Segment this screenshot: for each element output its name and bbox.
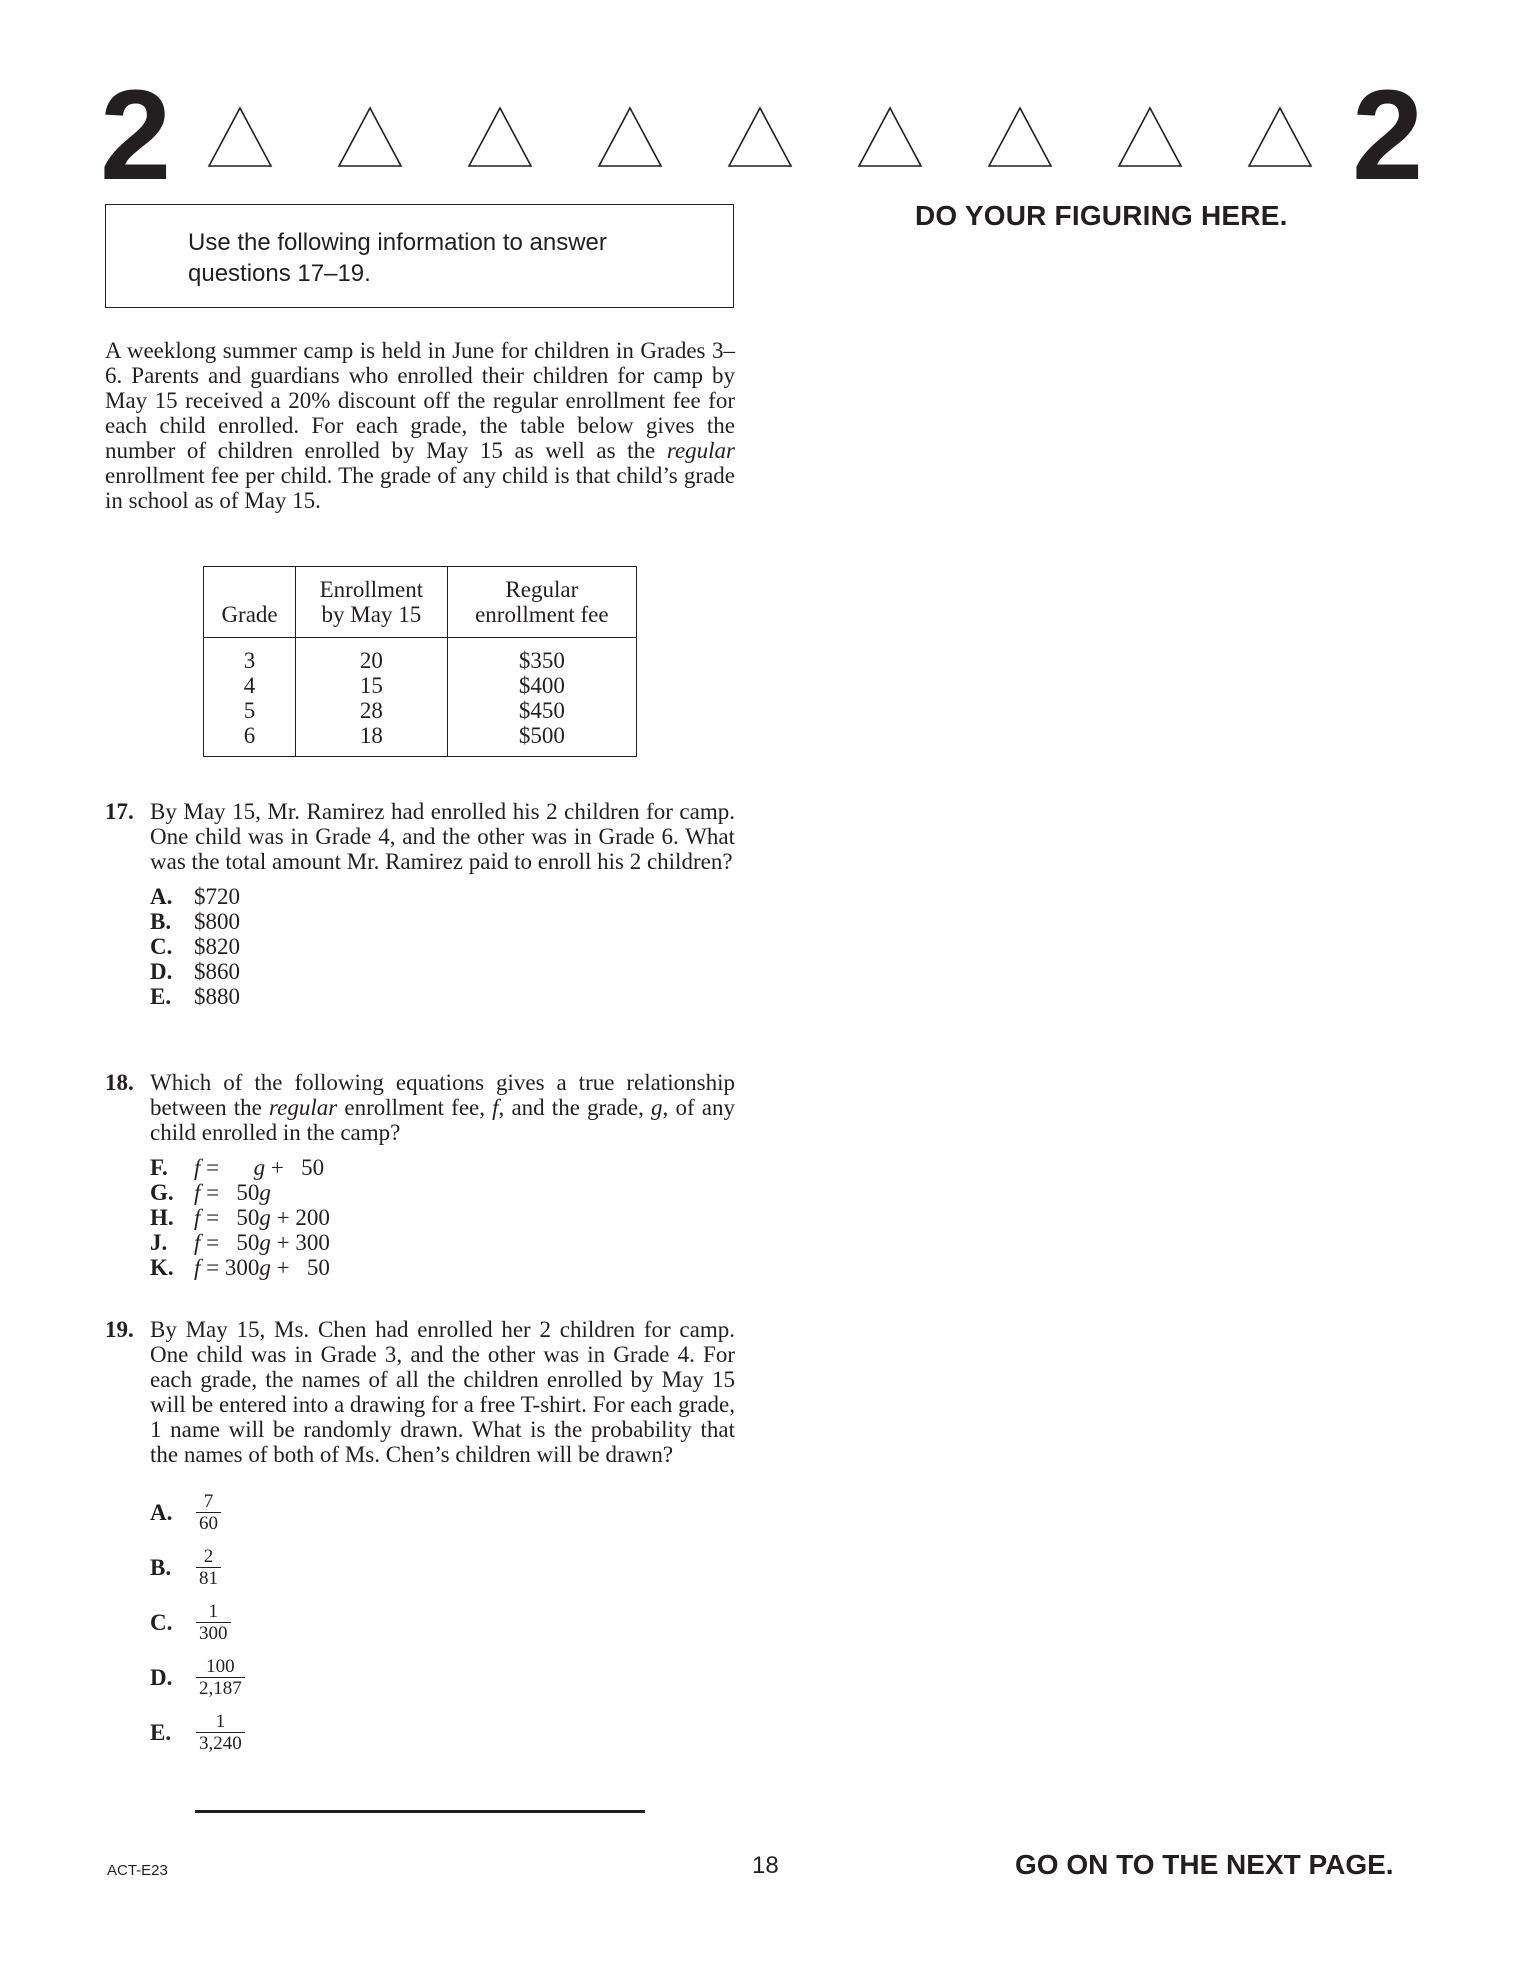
cell-fee: $400 <box>447 673 636 698</box>
choice-a[interactable]: A. $720 <box>150 884 240 909</box>
answer-choices <box>150 1155 735 1280</box>
choice-f[interactable]: F. f = g + 50 <box>150 1155 325 1180</box>
passage-italic: regular <box>666 438 735 463</box>
choice-j[interactable]: J. f = 50g + 300 <box>150 1230 330 1255</box>
choice-e[interactable]: E. $880 <box>150 984 240 1009</box>
fraction: $\frac{2}{81}$ <box>196 1546 221 1589</box>
cell-fee: $500 <box>447 723 636 757</box>
cell-grade: 5 <box>204 698 296 723</box>
header-grade: Grade <box>204 567 296 638</box>
info-line-2: questions 17–19. <box>188 260 371 287</box>
next-page-label: GO ON TO THE NEXT PAGE. <box>1015 1849 1394 1880</box>
fraction: $\frac{1}{3,240}$ <box>196 1711 245 1754</box>
choice-c[interactable]: C. $\frac{1}{300}$ <box>150 1595 735 1650</box>
question-17 <box>105 799 735 1009</box>
fraction: $\frac{100}{2,187}$ <box>196 1656 245 1699</box>
cell-enrollment: 15 <box>296 673 448 698</box>
triangle-icon <box>207 106 273 168</box>
page-number: 18 <box>752 1852 779 1879</box>
table-header-row <box>204 567 637 638</box>
question-number: 17. <box>105 799 134 824</box>
question-text: By May 15, Ms. Chen had enrolled her 2 children for camp. One child was in Grade 3, and the other was in Grade 4. For each grade, the names of all the children enrolled by May 15 will be entered into a drawing for a free T-shirt. For each grade, 1 name will be randomly drawn. What is the probability that the names of both of Ms. Chen’s children will be drawn? <box>150 1317 736 1467</box>
question-number: 19. <box>105 1317 134 1342</box>
choice-c[interactable]: C. $820 <box>150 934 240 959</box>
question-text: By May 15, Mr. Ramirez had enrolled his 2 children for camp. One child was in Grade 4, and the other was in Grade 6. What was the total amount Mr. Ramirez paid to enroll his 2 children? <box>150 799 735 874</box>
triangle-icon <box>1247 106 1313 168</box>
fraction: $\frac{1}{300}$ <box>196 1601 231 1644</box>
answer-choices <box>150 1485 735 1760</box>
triangle-icon <box>727 106 793 168</box>
question-18 <box>105 1070 735 1280</box>
question-number: 18. <box>105 1070 134 1095</box>
choice-b[interactable]: B. $\frac{2}{81}$ <box>150 1540 735 1595</box>
fraction: $\frac{7}{60}$ <box>196 1491 221 1534</box>
triangle-row <box>200 106 1330 176</box>
info-box <box>105 204 734 308</box>
choice-e[interactable]: E. $\frac{1}{3,240}$ <box>150 1705 735 1760</box>
info-box-text <box>188 227 708 289</box>
table-row <box>204 698 637 723</box>
table-row <box>204 673 637 698</box>
choice-k[interactable]: K. f = 300g + 50 <box>150 1255 330 1280</box>
info-line-1: Use the following information to answer <box>188 229 607 256</box>
table-row <box>204 723 637 757</box>
passage <box>105 338 735 513</box>
choice-a[interactable]: A. $\frac{7}{60}$ <box>150 1485 735 1540</box>
cell-fee: $450 <box>447 698 636 723</box>
question-text: Which of the following equations gives a true relationship between the regular enrollment fee, f, and the grade, g, of any child enrolled in the camp? <box>150 1070 735 1145</box>
header-enrollment: Enrollment by May 15 <box>296 567 448 638</box>
cell-enrollment: 18 <box>296 723 448 757</box>
choice-b[interactable]: B. $800 <box>150 909 240 934</box>
enrollment-table <box>203 566 637 757</box>
section-number-left: 2 <box>100 64 172 207</box>
header-fee: Regular enrollment fee <box>447 567 636 638</box>
footer-code: ACT-E23 <box>107 1862 168 1879</box>
end-rule <box>195 1810 645 1813</box>
table-row <box>204 638 637 674</box>
triangle-icon <box>597 106 663 168</box>
choice-h[interactable]: H. f = 50g + 200 <box>150 1205 330 1230</box>
triangle-icon <box>857 106 923 168</box>
cell-enrollment: 20 <box>296 638 448 674</box>
figuring-label: DO YOUR FIGURING HERE. <box>915 200 1288 231</box>
choice-d[interactable]: D. $\frac{100}{2,187}$ <box>150 1650 735 1705</box>
passage-text-1: A weeklong summer camp is held in June for children in Grades 3–6. Parents and guardians who enrolled their children for camp by May 15 received a 20% discount off the regular enrollment fee for each child enrolled. For each grade, the table below gives the number of children enrolled by May 15 as well as the <box>105 338 735 463</box>
question-19 <box>105 1317 735 1760</box>
triangle-icon <box>337 106 403 168</box>
cell-grade: 6 <box>204 723 296 757</box>
cell-fee: $350 <box>447 638 636 674</box>
section-number-right: 2 <box>1352 64 1424 207</box>
cell-enrollment: 28 <box>296 698 448 723</box>
triangle-icon <box>467 106 533 168</box>
triangle-icon <box>987 106 1053 168</box>
choice-d[interactable]: D. $860 <box>150 959 240 984</box>
answer-choices <box>150 884 735 1009</box>
triangle-icon <box>1117 106 1183 168</box>
passage-text-2: enrollment fee per child. The grade of any child is that child’s grade in school as of May 15. <box>105 463 735 513</box>
cell-grade: 3 <box>204 638 296 674</box>
choice-g[interactable]: G. f = 50g <box>150 1180 271 1205</box>
cell-grade: 4 <box>204 673 296 698</box>
